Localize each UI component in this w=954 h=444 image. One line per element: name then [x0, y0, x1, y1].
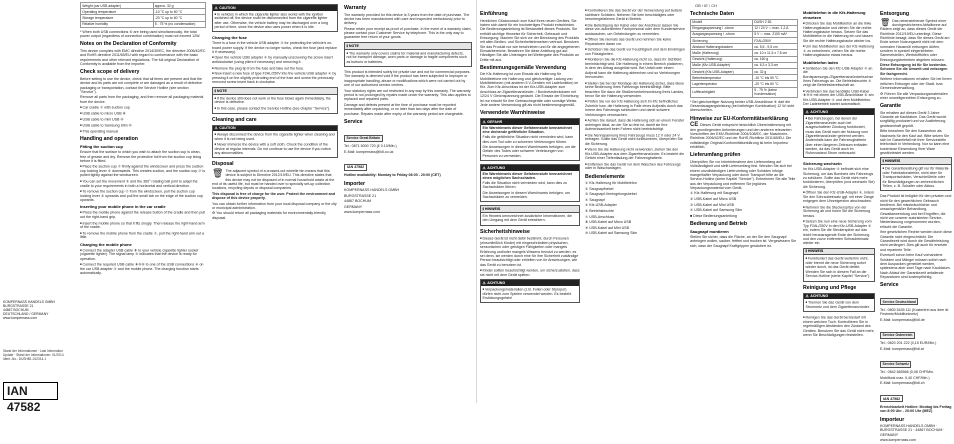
- warning-triangle-icon: ⚠: [482, 119, 486, 124]
- disposal-text-de-2: Weitere Informationen erhalten Sie bei Ihrem örtlichen Entsorger oder der Stadt- bzw. Gemeindeverwaltung.: [880, 77, 952, 91]
- cleaning-caution-box: ⚠ CAUTION ■ Always disconnect the device from the cigarette lighter when cleaning and when it is not being used. ■ Never immerse the device with a soft cloth. Check the condition of the device at regular intervals. Do not continue to use the device if you notice any abnormalities.: [212, 125, 338, 159]
- fitting-text: Ensure that the surface to which you wish to attach the suction cup is clean, free of grease and dry. Remove the protective foil from the suction cup lining before it is fitted.: [80, 150, 202, 163]
- disposal-text-2: You can obtain further information from your local disposal company or the city or municipal administration.: [212, 201, 337, 210]
- spec-label: Luftfeuchtigkeit: [691, 87, 753, 97]
- service-heading: Service: [344, 118, 363, 125]
- left-column-1: [80, 2, 206, 277]
- right-page: [477, 0, 954, 443]
- part-item: ⑤ Kfz-USB-Adapter: [585, 203, 617, 208]
- paragraph: This product is intended solely for private use and not for commercial purposes. The warranty is deemed void if the product has been subjected to improper or inappropriate handling, abuse or modifications which were not carried out by one of our authorised service centres.: [344, 70, 471, 88]
- list-item: ■ Stellen Sie bei der Montage der Halterung sicher, dass diese keine Bedienung Ihres Fahrzeugs beeinträchtigt. Bitte beachten Sie dazu die Straßenverkehrsordnung Ihres Landes, bevor Sie die Halterung verwenden.: [585, 81, 685, 99]
- right-column-1: [480, 8, 580, 306]
- spec-label: Maße (Kfz-USB-Adapter): [691, 62, 753, 68]
- imprint-line: DEUTSCHLAND / GERMANY: [3, 312, 49, 317]
- spec-label: Gewicht (Kfz-USB-Adapter): [691, 69, 753, 75]
- spec-value: ca. 6,3 x 3,3 cm: [753, 62, 798, 68]
- revision-block: [3, 350, 73, 362]
- imprint-line: BURGSTRASSE 21: [3, 304, 34, 309]
- list-item: ■ Setzen Sie nun eine neue Sicherung vom Typ F2AL/250V in den Kfz-USB-Adapter ④ ein, indem Sie die Steckerspitze auf das leicht herausragende Ende der Sicherung und den zuvor entfernten Schraubeinsatz wieder ein.: [803, 219, 875, 245]
- declaration-text: This device complies with EMC directive 2014/30/EC, the directive 2006/42/EC and RoHS directive 2011/65/EU with regard to conformance with the basic requirements and other relevant regulations. The full original Declaration of Conformity is available from the importer.: [80, 48, 206, 66]
- list-item: ■ Connect the required USB cable ⑧⑨⑩ to one of the USB connections ⑥ on the car USB adapter ④ and the mobile phone. The charging function starts automatically.: [80, 262, 206, 275]
- list-item: ■ Open the vehicle USB adapter ④ by manually unscrewing the screw insert anticlockwise (using pliers if necessary) and removing it.: [212, 55, 338, 64]
- note-icon: ℹ: [882, 159, 885, 164]
- fuse-steps: [212, 55, 338, 84]
- table-row: [81, 21, 206, 27]
- list-item: ■ To remove the mobile phone from the cradle ⑦, pull the right-hand arm out a little.: [80, 231, 206, 240]
- check-heading: Check scope of delivery: [80, 69, 140, 76]
- list-item: ■ Schützen Sie das Gerät vor Feuchtigkeit und dem Eindringen von Flüssigkeiten.: [585, 47, 685, 56]
- list-item: ■ Schließen Sie den Kfz-USB-Adapter ④ an die Bordspannungs-/Zigarettenanzünderbuchse Ihres Fahrzeugs an. Die Betriebsleuchte ⑤ zeigt die Betriebsbereitschaft an.: [803, 66, 875, 88]
- list-item: ■ Connect the adapter USB cable ⑧ to your vehicle cigarette lighter socket (cigarette lighter). The signal lamp ⑤ indicates that the device is ready for operation.: [80, 248, 206, 261]
- service-email[interactable]: E-Mail: kompernass@lidl.co.uk: [344, 149, 394, 154]
- list-item: ④ USB-Kabel auf Samsung Slim: [690, 208, 743, 213]
- note-item: ■ Die Garantieleistung gilt nur für Material- oder Fabrikationsfehler, nicht aber für Transportschäden, Verschleißteile oder für Beschädigungen an zerbrechlichen Teilen, z. B. Schalter oder Akkus.: [883, 166, 950, 188]
- insert-heading: Inserting your mobile phone in the car cradle: [80, 204, 166, 210]
- intro-heading: Einführung: [480, 11, 508, 17]
- disposal-heading: Disposal: [212, 161, 234, 168]
- caution-item: ■ Bei Fahrzeugen, bei denen der Zigarettenanzünder auch bei ausgeschalteter Zündung funktioniert, muss das Gerät nach der Nutzung vom Zigarettenanzünder getrennt werden. Andernfalls kann die Fahrzeugbatterie über einen längeren Zeitraum entladen werden, da das Gerät auch im Ruhezustand Strom verbraucht.: [806, 116, 873, 155]
- safety-heading: Sicherheitshinweise: [480, 228, 530, 235]
- part-item: ⑨ USB-Kabel auf Mini USB: [585, 225, 629, 230]
- spec-value: 12 / 24 V ⎓ max. 1,2 A: [753, 25, 798, 31]
- table-row: [691, 87, 798, 97]
- fuse-heading: Changing the fuse: [212, 35, 247, 41]
- list-item: ■ This operating manual: [80, 129, 206, 134]
- clean-caution-box-de: ⚠ ACHTUNG ■ Trennen Sie das Gerät von dem Stromnetz und dem Zigarettenanzünder.: [803, 293, 875, 313]
- warning-triangle-icon: ⚠: [214, 5, 218, 10]
- revision-line: Stand der Informationen · Last Information Update · Stand der Informationen: 01/2014: [3, 349, 64, 357]
- left-page: [0, 0, 477, 414]
- list-item: ■ Öffnen Sie niemals das Gerät und nehmen Sie keine Reparaturen daran vor.: [585, 37, 685, 46]
- ian-label-box: IAN 47582: [3, 382, 58, 400]
- hotline-text-de: Erreichbarkeit Hotline: Montag bis Freitag von 8:00 Uhr - 20:00 Uhr (MEZ): [880, 404, 952, 414]
- imprint-block: [3, 300, 73, 320]
- suction-text: Stellen Sie sicher, dass die Fläche, an der Sie den Saugnapf anbringen wollen, sauber, fettfrei und trocken ist. Vergewissern Sie sich, dass der Saugnapf Kraftgrippen gesäubert ist.: [690, 234, 797, 248]
- warnings-heading: Verwendete Warnhinweise: [480, 110, 545, 117]
- list-item: ① Kfz-Halterung mit Saugnapf: [690, 191, 739, 196]
- spec-value: approx. 32 g: [153, 3, 206, 9]
- disposal-heading-de: Entsorgung: [880, 11, 910, 17]
- caution-box-de-3: ⚠ ACHTUNG ■ Bei Fahrzeugen, bei denen der Zigarettenanzünder auch bei ausgeschalteter Zündung funktioniert, muss das Gerät nach der Nutzung vom Zigarettenanzünder getrennt werden. Andernfalls kann die Fahrzeugbatterie über einen längeren Zeitraum entladen werden, da das Gerät auch im Ruhezustand Strom verbraucht.: [803, 108, 875, 158]
- spec-value: ca. 5,5 - 9,5 cm: [753, 44, 798, 50]
- fitting-heading: Fitting the suction cup: [80, 144, 123, 150]
- list-item: ② USB-Kabel auf Micro USB: [690, 196, 737, 201]
- list-item: ■ Entfernen Sie das Gerät vor dem Waschen des Fahrzeugs oder in Waschanlagen.: [585, 162, 685, 171]
- check-text: Before setting to use the device, check that all items are present and that the device and its parts are not complete or are damaged as a result of defective packaging or transportation, contact the Service Hotline (see section "Service").: [80, 76, 203, 94]
- spec-label: Weight (car USB adapter): [81, 3, 154, 9]
- crossed-bin-icon: 🗑: [212, 167, 224, 178]
- list-item: ■ USB cable to Samsung Slim ⑩: [80, 123, 206, 128]
- left-column-3: [344, 2, 472, 216]
- spec-value: -20 °C bis 60 °C: [753, 81, 798, 87]
- caution-box-de: ⚠ ACHTUNG Ein Warnhinweis dieser Gefahrenstufe kennzeichnet einen möglichen Sachschaden. Falls die Situation nicht vermieden wird, kann dies zu Sachschäden führen. Die Anweisungen in diesem Warnhinweis befolgen, um Sachschäden zu vermeiden.: [480, 164, 580, 202]
- note-item: ■ Funktioniert das Gerät weiterhin nicht, oder brennt die neue Sicherung sofort wieder durch, ist das Gerät defekt. Wenden Sie sich in diesem Fall an die Service-Hotline (siehe Kapitel "Service").: [806, 256, 873, 278]
- warning-triangle-icon: ⚠: [805, 110, 809, 115]
- list-item: ■ Place the suction cup ⑦ firmly against the windscreen and press the suction cup locking lever ② downwards. This creates suction, and the suction cup ⑦ is pulled tightly against the windscreen.: [80, 164, 206, 177]
- service-heading-de: Service: [880, 282, 899, 289]
- scope-list: [80, 105, 206, 133]
- eu-heading: Hinweise zur EU-Konformitätserklärung: [690, 115, 789, 122]
- spec-label: Storage temperature: [81, 15, 154, 21]
- service-country: Service Schweiz: [880, 361, 911, 368]
- caution-box: ⚠ CAUTION ■ In vehicles in which the cigarette lighter also works with the ignition switched off, the device must be disconnected from the cigarette lighter after use. Otherwise, the vehicle battery may be discharged over a long period of time, since the device also uses power when it is idle.: [212, 4, 338, 32]
- importer-line: www.kompernass.com: [880, 438, 916, 443]
- importer-line: KOMPERNASS HANDELS GMBH: [344, 188, 400, 193]
- ian-number: IAN 47582: [344, 164, 367, 171]
- right-column-3: [690, 8, 798, 249]
- spec-label: Maße (Halterung): [691, 50, 753, 56]
- service-line: Mobilfunk max. 0,40 CHF/Min.): [880, 375, 930, 380]
- service-email[interactable]: E-Mail: kompernass@lidl.at: [880, 346, 924, 351]
- handling-heading: Handling and operation: [80, 136, 138, 143]
- intro-text: Herzlichen Glückwunsch zum Kauf Ihres neuen Gerätes. Sie haben sich damit für ein hochwertiges Produkt entschieden. Die Bedienungsanleitung ist Bestandteil dieses Produkts. Sie enthält wichtige Hinweise für Sicherheit, Gebrauch und Entsorgung. Machen Sie sich vor der Benutzung des Produkts mit allen Bedien- und Sicherheitshinweisen vertraut. Benutzen Sie das Produkt nur wie beschrieben und für die angegebenen Einsatzbereiche. Bewahren Sie diese Anleitung gut auf. Händigen Sie alle Unterlagen bei Weitergabe des Produkts an Dritte mit aus.: [480, 18, 580, 62]
- crossed-bin-icon: 🗑: [880, 17, 891, 27]
- caution-item: ■ Verpackungsmaterialien (z.B. Folien oder Styropor) dürfen nicht zum Spielen verwendet werden. Es besteht Erstickungsgefahr!: [483, 287, 578, 300]
- list-item: ■ Die Nennspannung Ihres Fahrzeugs muss 12 V oder 24 V betragen. Sollte das Gerät nicht funktionieren, überprüfen Sie die Sicherung.: [585, 133, 685, 146]
- list-item: ■ Die Befestigung der Kabel oder der Anschluss lassen Sie diese von autorisierten Fachpersonal oder dem Kundenservice austauschen, um Gefahrdungen zu vermeiden.: [585, 23, 685, 36]
- spec-label: Lagertemperatur: [691, 81, 753, 87]
- importer-line: BURGSTRASSE 21: [344, 193, 377, 198]
- list-item: ■ Drücken Sie das Mobiltelefon an die linke Halterungsbacke und ziehen Sie die rechte Halterungsbacke heraus. Setzen Sie das Mobiltelefon in die Halterung ein und lassen Sie die rechte Halterungsbacke wieder los.: [803, 21, 875, 43]
- note-item: ■ If the device still does not work or the fuse blows again immediately, the device is defective.: [215, 96, 336, 105]
- importer-heading-de: Importeur: [880, 416, 905, 423]
- note-icon: ℹ: [214, 88, 217, 93]
- part-item: ② Saugnapfhebel: [585, 186, 614, 191]
- charging-steps: [80, 248, 206, 276]
- spec-label: Gewicht (Halterung): [691, 56, 753, 62]
- imprint-line: KOMPERNASS HANDELS GMBH: [3, 300, 56, 304]
- disposal-bold-de: Diese Entsorgung ist für Sie kostenlos. Schonen Sie die Umwelt und entsorgen Sie fachgerecht.: [880, 63, 948, 76]
- spec-value: ca. 32 g: [753, 69, 798, 75]
- part-item: ⑥ Betriebsleuchte: [585, 208, 614, 213]
- spec-label: Abstand Halterungsbacken: [691, 44, 753, 50]
- spec-value: ca. 160 g: [753, 56, 798, 62]
- warning-triangle-icon: ⚠: [482, 280, 486, 285]
- fuse-intro: There is a fuse in the vehicle USB adapter ④ for protecting the vehicle's on-board power supply. If the device no longer works, check the fuse (and replace it if necessary).: [212, 41, 337, 54]
- warranty-heading: Warranty: [344, 5, 367, 11]
- ce-mark-icon: CE: [690, 122, 701, 129]
- list-item: ■ Reinigen Sie das Gerät bei Bedarf mit einem weichen Tuch. Kontrollieren Sie in regelmäßigen Abständen den Zustand des Gerätes. Benutzen Sie das Gerät nicht mehr, wenn Sie Beschädigungen feststellen.: [803, 315, 875, 337]
- importer-line: 44867 BOCHUM: [344, 199, 371, 204]
- importer-heading: Importer: [344, 180, 366, 187]
- warning-triangle-icon: ⚠: [214, 126, 218, 131]
- revision-line: Ident.-No.: DUSHB1-012014-1: [3, 356, 47, 361]
- declaration-heading: Notes on the Declaration of Conformity: [80, 41, 177, 48]
- paragraph: Ihre gesetzlichen Rechte werden durch diese Garantie nicht eingeschränkt. Die Garantiezeit wird durch die Gewährleistung nicht verlängert. Dies gilt auch für ersetzte und reparierte Teile.: [880, 230, 952, 252]
- note-icon: ℹ: [346, 43, 349, 48]
- spec-value: -10 °C bis 50 °C: [753, 75, 798, 81]
- spec-label: Operating temperature: [81, 9, 154, 15]
- service-country: Service Deutschland: [880, 298, 918, 305]
- spec-table: [80, 2, 206, 28]
- fuse-heading-de: Sicherung wechseln: [803, 161, 842, 167]
- importer-line: GERMANY: [344, 204, 363, 209]
- suction-heading: Saugnapf montieren: [690, 228, 729, 234]
- list-item: ■ Diese Bedienungsanleitung: [690, 213, 737, 218]
- spec-label: Betriebstemperatur: [691, 75, 753, 81]
- right-column-4: [803, 8, 875, 338]
- list-item: ■ Kontrollieren Sie das Gerät vor der Verwendung auf äußere sichtbare Schäden. Nehmen Sie kein beschädigtes oder heruntergefallenes Gerät in Betrieb.: [585, 8, 685, 21]
- list-item: ■ Montieren Sie die Kfz-Halterung nicht so, dass Ihr Sichtfeld beeinträchtigt wird. Die Halterung in einem Bereich platzieren, in dem der Airbag ausgelöst wird. Bei Unfall oder einem Aufprall kann die Halterung abbrechen und so Verletzungen hervorrufen.: [585, 57, 685, 79]
- list-item: ■ Öffnen Sie den Kfz-USB-Adapter ④, indem Sie den Schraubeinsatz ggf. mit einer Zange entgegen dem Uhrzeigersinn abschrauben.: [803, 190, 875, 203]
- intended-use-heading: Bestimmungsgemäße Verwendung: [480, 64, 567, 71]
- service-line: Tel.: 0820 201 222 (0,15 EUR/Min.): [880, 341, 937, 346]
- insert-heading-de: Mobiltelefon in die Kfz-Halterung einsetzen: [803, 10, 866, 20]
- list-item: ■ Um das Mobiltelefon aus der Kfz-Halterung ① zu entnehmen, ziehen Sie die rechte Halterungsbacke etwas heraus.: [803, 44, 875, 57]
- warning-triangle-icon: ⚠: [805, 294, 809, 299]
- list-item: ■ Wenn Sie die Halterung nicht verwenden, ziehen Sie den Kfz-USB-Adapter aus dem Zigarettenanzünder. Es besteht die Gefahr einer Tiefentladung der Fahrzeugbatterie.: [585, 147, 685, 160]
- list-item: ■ USB cable to micro USB ⑧: [80, 111, 206, 116]
- list-item: ■ Press the mobile phone against the release button of the cradle and then pull out the right-hand grip.: [80, 210, 206, 219]
- spec-value: DUSH 2 B1: [753, 19, 798, 25]
- disposal-text-de: 🗑 Das nebenstehende Symbol einer durchgestrichenen Abfalltonne auf Rädern zeigt an, dass dieses Gerät der Richtlinie 2012/19/EU unterliegt. Diese Richtlinie besagt, dass Sie dieses Gerät am Ende seiner Nutzungszeit nicht mit dem normalen Hausmüll entsorgen dürfen, sondern in speziell eingerichteten Sammelstellen, Wertstoffhöfen oder Entsorgungsbetrieben abgeben müssen.: [880, 17, 950, 62]
- spec-value: 5 - 75 % (no condensation): [153, 21, 206, 27]
- service-line: Tel.: 0842 665566 (0,08 CHF/Min.: [880, 370, 934, 375]
- spec-label: Relative humidity: [81, 21, 154, 27]
- spec-value: ca. 10 x 11,5 x 7,5 cm: [753, 50, 798, 56]
- hint-box-de-2: ℹ HINWEIS ■ Funktioniert das Gerät weiterhin nicht, oder brennt die neue Sicherung sofort wieder durch, ist das Gerät defekt. Wenden Sie sich in diesem Fall an die Service-Hotline (siehe Kapitel "Service").: [803, 248, 875, 282]
- list-item: ■ Dieses Gerät ist nicht dafür bestimmt, durch Personen (einschließlich Kinder) mit eingeschränkten physischen, sensorischen oder geistigen Fähigkeiten oder mangels Erfahrung und/oder mangels Wissens benutzt zu werden, es sei denn, sie werden durch eine für ihre Sicherheit zuständige Person beaufsichtigt oder erhielten von ihr Anweisungen, wie das Gerät zu benutzen ist.: [480, 236, 580, 267]
- service-tel: Tel.: 0871 5000 720 (£ 0.10/Min.): [344, 144, 397, 149]
- list-item: ■ Kinder sollten beaufsichtigt werden, um sicherzustellen, dass sie nicht mit dem Gerät spielen.: [480, 268, 580, 277]
- warranty-heading-de: Garantie: [880, 103, 902, 110]
- right-column-2: [585, 8, 685, 237]
- imprint-line: www.kompernass.com: [3, 316, 37, 321]
- right-column-5: [880, 8, 952, 444]
- part-item: ④ Saugnapf: [585, 197, 605, 202]
- part-item: ⑦ USB-Anschluss: [585, 214, 615, 219]
- danger-box: ⚠ GEFAHR Ein Warnhinweis dieser Gefahrenstufe kennzeichnet eine drohende gefährliche Situation. Falls die gefährliche Situation nicht vermieden wird, kann dies zum Tod oder zu schweren Verletzungen führen. Die Anweisungen in diesem Warnhinweis befolgen, um die Gefahr des Todes oder schwerer Verletzungen von Personen zu vermeiden.: [480, 118, 580, 161]
- list-item: ■ You can set the movement ③ and the 360° rotating ball joint to adapt the cradle to your requirements in both a horizontal and vertical direction.: [80, 179, 206, 188]
- operation-heading: Bedienung und Betrieb: [690, 220, 748, 227]
- eu-text: CE Dieses Gerät entspricht hinsichtlich Übereinstimmung mit den grundlegenden Anforderungen und den anderen relevanten Vorschriften der EMV-Richtlinie 2004/108/EC, der Maschinen-Richtlinie 2006/42/EC und der RoHS-Richtlinie 2011/65/EU. Die vollständige Original-Konformitätserklärung ist beim Importeur erhältlich.: [690, 122, 792, 149]
- list-item: ■ Insert the mobile phone so that it fits snugly. Then release the right-hand arm of the cradle.: [80, 221, 206, 230]
- list-item: ■ Nehmen Sie die Steckerspitze von der Sicherung ab und holen Sie die Sicherung heraus.: [803, 205, 875, 218]
- note-item: ■ The warranty only covers claims for material and manufacturing defects, not for transport damage, worn parts or damage to fragile components such as buttons or batteries.: [347, 51, 470, 64]
- tech-heading: Technische Daten: [690, 11, 735, 17]
- hotline-text: Hotline availability: Monday to Friday 08:00 - 20:00 (CET): [344, 173, 441, 178]
- imprint-line: 44867 BOCHUM: [3, 308, 29, 313]
- spec-label: Sicherung: [691, 38, 753, 44]
- hint-box-de: ℹ HINWEIS Ein Hinweis kennzeichnet zusätzliche Informationen, die den Umgang mit dem Gerät erleichtern.: [480, 205, 580, 226]
- part-item: ⑧ USB-Kabel auf Micro USB: [585, 220, 632, 225]
- list-item: ■ USB cable to mini USB ⑨: [80, 117, 206, 122]
- paragraph: Sie erhalten auf dieses Gerät 3 Jahre Garantie ab Kaufdatum. Das Gerät wurde sorgfältig produziert und vor Auslieferung gewissenhaft geprüft.: [880, 110, 947, 128]
- part-item: ① Kfz-Halterung für Mobiltelefon: [585, 181, 637, 186]
- caution-box-de-2: ⚠ ACHTUNG ■ Verpackungsmaterialien (z.B. Folien oder Styropor) dürfen nicht zum Spielen verwendet werden. Es besteht Erstickungsgefahr!: [480, 279, 580, 303]
- note-box: ℹ NOTE ■ If the device still does not work or the fuse blows again immediately, the device is defective. ■ In this case, please contact the Service Hotline (see chapter "Service").: [212, 87, 338, 114]
- warranty-note-box: ℹ NOTE ■ The warranty only covers claims for material and manufacturing defects, not for transport damage, worn parts or damage to fragile components such as buttons or batteries.: [344, 42, 472, 67]
- paragraph: Bitte bewahren Sie den Kassenbon als Nachweis für den Kauf auf. Bitte setzen Sie sich im Garantiefall mit Ihrer Servicestelle telefonisch in Verbindung. Nur so kann eine kostenlose Einsendung Ihrer Ware gewährleistet werden.: [880, 129, 950, 156]
- spec-label: Ausgangsspannung / -strom: [691, 31, 753, 37]
- note-icon: ℹ: [805, 249, 808, 254]
- insert-steps: [80, 210, 206, 239]
- disposal-bold: This disposal is free of charge for the user. Protect the environment and dispose of this device properly.: [212, 191, 336, 201]
- spec-footnote: * When both USB connections ⑥ are being used simultaneously, the total power output (regardless of connection combination) must not exceed 12W.: [80, 29, 201, 39]
- recycle-icon: ♻: [880, 91, 885, 96]
- intended-use-text: Die Kfz-Halterung ist zum Einsatz als Halterung für Mobiltelefone mit Halterung und gleichzeitiger Ladung von Mobiltelefonen (mit anderen 5 V-Geräten mit Ladefunktion) im Kfz. Zum Kfz-Anschluss ist der Kfz-USB-Adapter zum Anschluss an Zigarettenanzünder- / Bordnetzsteckdosen mit 12/24 V Gleichspannung gedacht. Die Einsatz der Einrichtung ist nur erlaubt für Ihre Gebrauchsgeräte oder sonstige Weise. Jede andere Verwendung gilt als nicht bestimmungsgemäß.: [480, 72, 579, 107]
- clean-heading-de: Reinigung und Pflege: [803, 284, 857, 291]
- list-item: ■ Now insert a new fuse of type F2AL/250V into the vehicle USB adapter ④ by pressing it on the slightly protruding end of the fuse and screw the previously removed screw insert back in clockwise.: [212, 71, 338, 84]
- spec-label: Modell: [691, 19, 753, 25]
- ian-number-de: IAN 47582: [880, 395, 903, 402]
- fuse-text-de: Im Kfz-USB-Adapter ④ befindet sich eine Sicherung, um das Bordnetz des Fahrzeugs zu schützen. Sollte das Gerät nicht mehr funktionieren, überprüfen (und wechseln Sie) die Sicherung.: [803, 167, 875, 189]
- paragraph: The warranty provided for this device is 3 years from the date of purchase. The device has been manufactured with care and inspected meticulously prior to delivery.: [344, 12, 470, 26]
- spec-value: 5 V ⎓ max. 2100 mA*: [753, 31, 798, 37]
- part-item: ③ Saugnapf-Verriegelungshebel: [585, 192, 637, 197]
- left-column-2: [212, 2, 338, 221]
- warranty-hint-box-de: ℹ HINWEIS ■ Die Garantieleistung gilt nur für Material- oder Fabrikationsfehler, nicht aber für Transportschäden, Verschleißteile oder für Beschädigungen an zerbrechlichen Teilen, z. B. Schalter oder Akkus.: [880, 157, 952, 191]
- caution-item: ■ Always disconnect the device from the cigarette lighter when cleaning and when it is not being used.: [215, 132, 336, 141]
- scope-text-de: Überprüfen Sie vor Inbetriebnahme den Lieferumfang auf Vollständigkeit und stellt Lieferumfang fest. Wenden Sie sich bei einem unvollständigen Lieferumfang oder Schäden infolge mangelhafter Verpackung oder durch Transport bitte an die Service-Hotline (siehe Kapitel "Service"). Entnehmen Sie alle Teile aus der Verpackung und entfernen Sie jegliches Verpackungsmaterial vom Gerät.: [690, 159, 796, 190]
- paragraph: Eventuell schon beim Kauf vorhandene Schäden und Mängel müssen sofort nach dem Auspacken gemeldet werden, spätestens aber zwei Tage nach Kaufdatum. Nach Ablauf der Garantiezeit anfallende Reparaturen sind kostenpflichtig.: [880, 253, 951, 279]
- list-item: ■ To remove the suction cup ⑦ from the windscreen, pull the suction cup locking lever ② upwards and pull the small tab on the edge of the suction cup upwards.: [80, 189, 206, 202]
- page-numbers: GB / IE / CH: [695, 3, 718, 8]
- parts-heading: Bedienelemente: [585, 173, 625, 180]
- spec-value: 5 - 75 % (keine Kondensation): [753, 87, 798, 97]
- fitting-steps: [80, 164, 206, 202]
- list-item: ■ Achten Sie darauf, dass die Halterung sich an einem Fenster anbringen lässt, an der Sie so fest ist, damit sie Ihre Aufmerksamkeit beim Fahren nicht beeinträchtigt.: [585, 118, 685, 131]
- warning-triangle-icon: ⚠: [482, 165, 486, 170]
- service-email[interactable]: E-Mail: kompernass@lidl.de: [880, 317, 925, 322]
- list-item: ■ Car cradle ⑦ with suction cup: [80, 105, 206, 110]
- disposal-text-3: ♻ You should return all packaging materials for environmentally-friendly disposal.: [212, 211, 326, 220]
- charge-heading-de: Mobiltelefon laden: [803, 59, 839, 65]
- service-line: Tel.: 0800 5435 111 (Kostenfrei aus dem dt. Festnetz/Mobilfunknetz): [880, 307, 950, 317]
- paragraph: Damage and defects present at the time of purchase must be reported immediately after unpacking, or no later than two days after the date of purchase. Repairs made after expiry of the warranty period are chargeable.: [344, 102, 464, 116]
- tech-footnote: * Bei gleichzeitiger Nutzung beider USB-Anschlüsse ⑥ darf die Gesamtausgangsleistung (bei beliebiger Kombination) 12 W nicht überschreiten.: [690, 99, 795, 113]
- caution-item: ■ In vehicles in which the cigarette lighter also works with the ignition switched off, the device must be disconnected from the cigarette lighter after use. Otherwise, the vehicle battery may be discharged over a long period of time, since the device also uses power when it is idle.: [215, 12, 336, 30]
- cleaning-heading: Cleaning and care: [212, 116, 257, 123]
- charging-heading: Charging the mobile phone: [80, 241, 132, 247]
- service-country: Service Great Britain: [344, 135, 383, 142]
- spec-value: -20 °C up to 60 °C: [153, 15, 206, 21]
- service-email[interactable]: E-Mail: kompernass@lidl.ch: [880, 381, 925, 386]
- paragraph: Das Produkt ist lediglich für den privaten und nicht für den gewerblichen Gebrauch bestimmt. Bei missbräuchlicher und unsachgemäßer Behandlung, Gewaltanwendung und bei Eingriffen, die nicht von unserer autorisierten Service-Niederlassung vorgenommen wurden, erlischt die Garantie.: [880, 194, 952, 229]
- scope-heading-de: Lieferumfang prüfen: [690, 152, 741, 159]
- disposal-text-de-3: ♻ Führen Sie alle Verpackungsmaterialien einer umweltgerechten Entsorgung zu.: [880, 91, 948, 100]
- importer-line: KOMPERNASS HANDELS GMBH · BURGSTRASSE 21 · 44867 BOCHUM · GERMANY: [880, 424, 945, 437]
- spec-value: F2AL/250V: [753, 38, 798, 44]
- note-icon: ℹ: [482, 206, 485, 211]
- check-text-2: Remove all parts from the packaging, and then remove all packaging material from the device.: [80, 95, 204, 104]
- list-item: ■ Prüfen Sie vor der Kfz-Halterung sich im Kfz befindliches Zubehör bzw. die Halterung in Falle eines Aufpralls durch das Innere des Fahrzeugs schleudern und damit schwere Verletzungen verursachen.: [585, 99, 685, 117]
- recycle-icon: ♻: [212, 211, 217, 216]
- paragraph: Please retain your receipt as proof of purchase. In the event of a warranty claim, please contact your Customer Service by telephone. This is the only way to guarantee free return of your goods.: [344, 26, 472, 40]
- list-item: ■ Verbinden Sie das benötigte USB-Kabel ⑧⑨⑩ mit einem der USB-Anschlüsse ⑥ am Kfz-USB-Adapter ④ und dem Mobiltelefon. Der Ladebetrieb startet automatisch.: [803, 89, 875, 107]
- part-item: ⑩ USB-Kabel auf Samsung Slim: [585, 231, 638, 236]
- tech-table: [690, 19, 798, 98]
- spec-value: -10 °C up to 50 °C: [153, 9, 206, 15]
- importer-line: www.kompernass.com: [344, 210, 380, 215]
- note-item: ■ In this case, please contact the Service Hotline (see chapter "Service").: [215, 106, 336, 111]
- list-item: ■ Remove the plug tip from the fuse and take out the fuse.: [212, 66, 338, 71]
- caution-item: ■ Trennen Sie das Gerät von dem Stromnetz und dem Zigarettenanzünder.: [806, 300, 873, 309]
- list-item: ③ USB-Kabel auf Mini USB: [690, 202, 734, 207]
- paragraph: Your statutory rights are not restricted in any way by this warranty. The warranty period is not prolonged by repairs made under the warranty. This also applies to replaced and repaired parts.: [344, 88, 471, 102]
- service-country: Service Österreich: [880, 332, 915, 339]
- spec-label: Eingangsspannung / -strom: [691, 25, 753, 31]
- disposal-text: 🗑 The adjacent symbol of a crossed-out wheelie bin means that this device is subject to Directive 2012/19/EU. This directive states that this device may not be disposed of in normal household waste at the end of its useful life, but must be handed over to specially set-up collection locations, recycling depots or disposal companies.: [212, 167, 335, 191]
- caution-item: ■ Never immerse the device with a soft cloth. Check the condition of the device at regular intervals. Do not continue to use the device if you notice any abnormalities.: [215, 142, 336, 155]
